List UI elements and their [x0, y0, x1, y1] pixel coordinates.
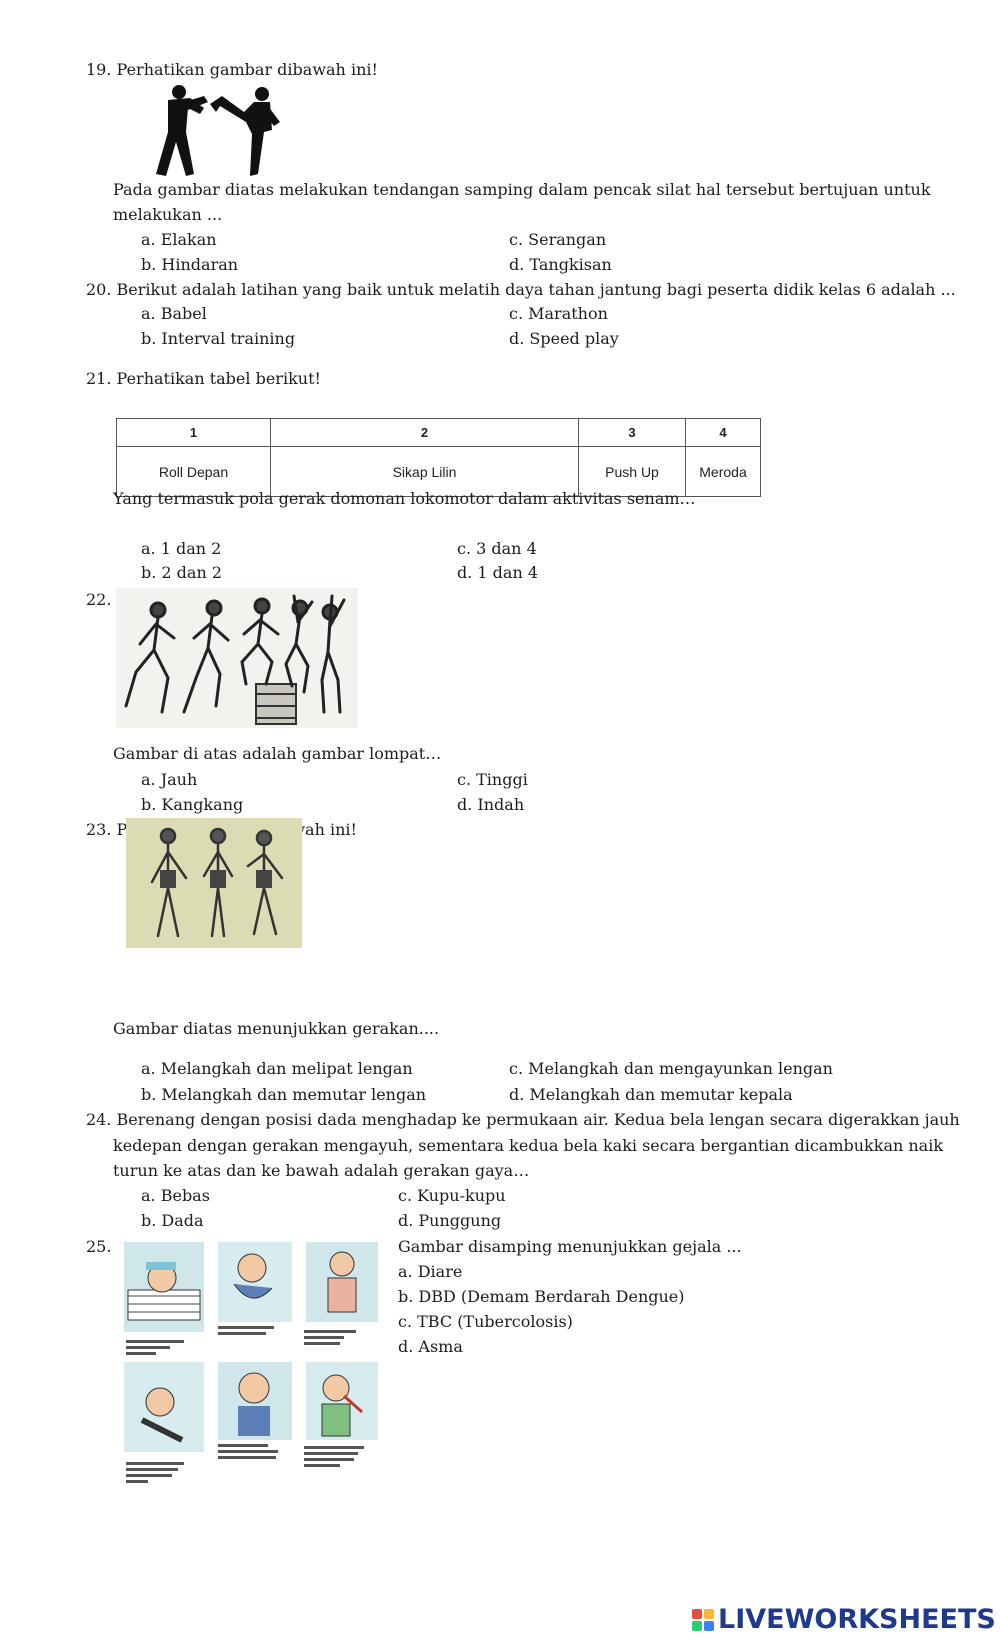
- q19-text-line1: Pada gambar diatas melakukan tendangan samping dalam pencak silat hal tersebut bertujuan untuk: [113, 180, 931, 199]
- q24-stem-line1: 24. Berenang dengan posisi dada menghadap ke permukaan air. Kedua bela lengan secara digerakkan jauh: [86, 1110, 960, 1129]
- brand-name: LIVEWORKSHEETS: [718, 1604, 996, 1635]
- silat-kick-illustration: [146, 82, 284, 178]
- q20-option-b[interactable]: b. Interval training: [141, 329, 296, 348]
- q21-question: Yang termasuk pola gerak domonan lokomotor dalam aktivitas senam…: [113, 489, 696, 508]
- table-header-cell: 4: [686, 419, 761, 447]
- q19-option-b[interactable]: b. Hindaran: [141, 255, 239, 274]
- q22-option-d[interactable]: d. Indah: [457, 795, 525, 814]
- walking-arm-swing-illustration: [126, 818, 302, 948]
- q24-option-c[interactable]: c. Kupu-kupu: [398, 1186, 506, 1205]
- q19-option-a[interactable]: a. Elakan: [141, 230, 217, 249]
- q19-option-d[interactable]: d. Tangkisan: [509, 255, 612, 274]
- q25-option-b[interactable]: b. DBD (Demam Berdarah Dengue): [398, 1287, 685, 1306]
- logo-square: [704, 1621, 714, 1631]
- q25-option-a[interactable]: a. Diare: [398, 1262, 463, 1281]
- table-header-cell: 1: [117, 419, 271, 447]
- q19-option-c[interactable]: c. Serangan: [509, 230, 607, 249]
- q23-question: Gambar diatas menunjukkan gerakan....: [113, 1019, 440, 1038]
- q23-option-b[interactable]: b. Melangkah dan memutar lengan: [141, 1085, 427, 1104]
- q24-option-a[interactable]: a. Bebas: [141, 1186, 210, 1205]
- table-cell: Roll Depan: [117, 447, 271, 497]
- table-cell: Meroda: [686, 447, 761, 497]
- q20-option-d[interactable]: d. Speed play: [509, 329, 619, 348]
- logo-square: [704, 1609, 714, 1619]
- q22-option-a[interactable]: a. Jauh: [141, 770, 198, 789]
- q20-stem: 20. Berikut adalah latihan yang baik untuk melatih daya tahan jantung bagi peserta didik kelas 6 adalah ...: [86, 280, 956, 299]
- q22-stem: 22.: [86, 590, 112, 609]
- q23-stem-start: 23. P: [86, 820, 128, 839]
- table-header-row: [117, 419, 761, 447]
- q24-stem-line2: kedepan dengan gerakan mengayuh, sementara kedua bela kaki secara bergantian dicambukkan naik: [113, 1136, 944, 1155]
- q21-option-a[interactable]: a. 1 dan 2: [141, 539, 222, 558]
- q21-stem: 21. Perhatikan tabel berikut!: [86, 369, 321, 388]
- q23-option-c[interactable]: c. Melangkah dan mengayunkan lengan: [509, 1059, 833, 1078]
- q22-option-c[interactable]: c. Tinggi: [457, 770, 528, 789]
- q25-option-d[interactable]: d. Asma: [398, 1337, 463, 1356]
- q23-option-a[interactable]: a. Melangkah dan melipat lengan: [141, 1059, 413, 1078]
- liveworksheets-logo-icon: [692, 1609, 714, 1631]
- table-header-cell: 2: [271, 419, 579, 447]
- q20-option-a[interactable]: a. Babel: [141, 304, 207, 323]
- q24-option-d[interactable]: d. Punggung: [398, 1211, 502, 1230]
- q19-stem: 19. Perhatikan gambar dibawah ini!: [86, 60, 378, 79]
- table-header-cell: 3: [579, 419, 686, 447]
- q22-option-b[interactable]: b. Kangkang: [141, 795, 244, 814]
- logo-square: [692, 1621, 702, 1631]
- q25-stem: 25.: [86, 1237, 112, 1256]
- q22-question: Gambar di atas adalah gambar lompat…: [113, 744, 442, 763]
- jump-sequence-illustration: [116, 588, 358, 728]
- q21-table: [116, 418, 761, 497]
- q23-option-d[interactable]: d. Melangkah dan memutar kepala: [509, 1085, 793, 1104]
- q21-option-d[interactable]: d. 1 dan 4: [457, 563, 539, 582]
- q21-option-c[interactable]: c. 3 dan 4: [457, 539, 537, 558]
- q25-question: Gambar disamping menunjukkan gejala ...: [398, 1237, 742, 1256]
- q24-option-b[interactable]: b. Dada: [141, 1211, 204, 1230]
- liveworksheets-brand[interactable]: [692, 1604, 996, 1635]
- q25-option-c[interactable]: c. TBC (Tubercolosis): [398, 1312, 573, 1331]
- dbd-symptoms-illustration: [122, 1240, 380, 1495]
- table-cell: Push Up: [579, 447, 686, 497]
- q21-option-b[interactable]: b. 2 dan 2: [141, 563, 223, 582]
- table-cell: Sikap Lilin: [271, 447, 579, 497]
- q23-stem-end: vah ini!: [296, 820, 357, 839]
- logo-square: [692, 1609, 702, 1619]
- q19-text-line2: melakukan ...: [113, 205, 223, 224]
- q20-option-c[interactable]: c. Marathon: [509, 304, 608, 323]
- q24-stem-line3: turun ke atas dan ke bawah adalah gerakan gaya…: [113, 1161, 530, 1180]
